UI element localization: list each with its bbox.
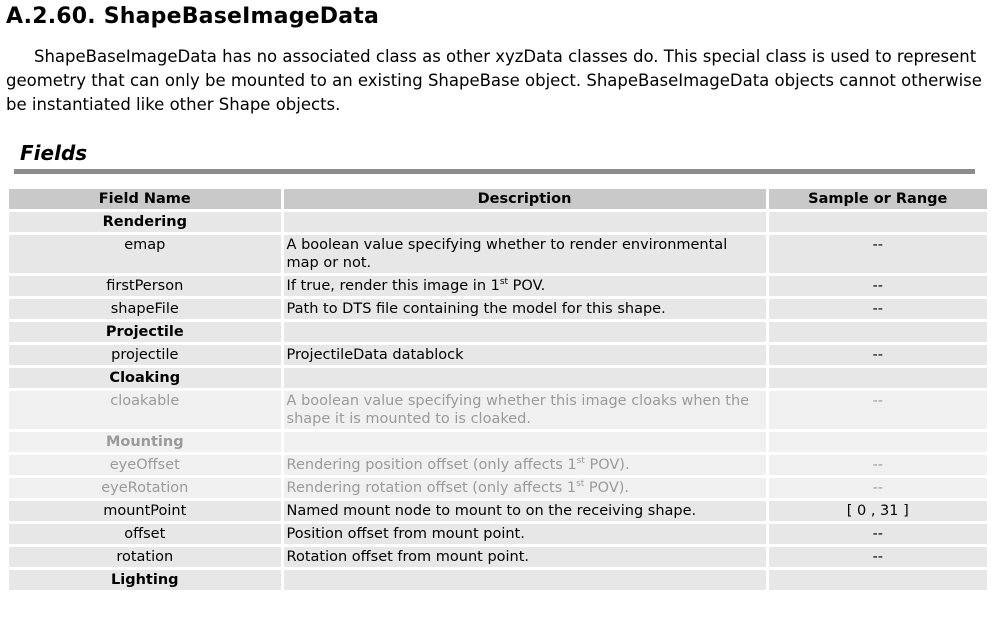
table-section-row	[9, 212, 987, 232]
description-text-end: POV.	[508, 278, 546, 294]
field-description: ProjectileData datablock	[284, 345, 766, 365]
ordinal-suffix: st	[576, 479, 585, 490]
field-name: cloakable	[9, 391, 281, 429]
description-text: Rendering rotation offset (only affects 1	[286, 480, 577, 496]
field-name: rotation	[9, 547, 281, 567]
intro-paragraph	[6, 45, 986, 117]
field-range: --	[769, 455, 987, 475]
table-body	[9, 212, 987, 590]
field-range	[769, 570, 987, 590]
section-name: Mounting	[9, 432, 281, 452]
field-name: eyeOffset	[9, 455, 281, 475]
ordinal-suffix: st	[576, 456, 585, 467]
table-row	[9, 345, 987, 365]
table-row	[9, 547, 987, 567]
section-name: Projectile	[9, 322, 281, 342]
field-range: --	[769, 345, 987, 365]
field-range: --	[769, 524, 987, 544]
field-description: Position offset from mount point.	[284, 524, 766, 544]
field-description	[284, 432, 766, 452]
field-range: --	[769, 478, 987, 498]
field-name: emap	[9, 235, 281, 273]
description-text-end: POV).	[584, 457, 630, 473]
table-row	[9, 276, 987, 296]
field-description	[284, 570, 766, 590]
section-name: Cloaking	[9, 368, 281, 388]
field-name: projectile	[9, 345, 281, 365]
table-row	[9, 235, 987, 273]
table-row	[9, 524, 987, 544]
field-description: Path to DTS file containing the model for this shape.	[284, 299, 766, 319]
description-text: If true, render this image in 1	[286, 278, 500, 294]
field-description: A boolean value specifying whether to render environmental map or not.	[284, 235, 766, 273]
field-description: Rotation offset from mount point.	[284, 547, 766, 567]
field-range: --	[769, 276, 987, 296]
field-range: --	[769, 235, 987, 273]
field-range	[769, 432, 987, 452]
section-name: Lighting	[9, 570, 281, 590]
table-section-row	[9, 368, 987, 388]
fields-table	[6, 186, 990, 593]
ordinal-suffix: st	[499, 277, 509, 288]
field-description	[284, 276, 766, 296]
field-description: Named mount node to mount to on the receiving shape.	[284, 501, 766, 521]
table-row	[9, 391, 987, 429]
field-name: firstPerson	[9, 276, 281, 296]
table-row	[9, 455, 987, 475]
table-section-row	[9, 570, 987, 590]
field-description	[284, 478, 766, 498]
field-range	[769, 212, 987, 232]
field-name: mountPoint	[9, 501, 281, 521]
table-row	[9, 299, 987, 319]
field-range	[769, 322, 987, 342]
field-range	[769, 368, 987, 388]
table-header-row	[9, 189, 987, 209]
fields-title: Fields	[20, 141, 88, 165]
field-name: shapeFile	[9, 299, 281, 319]
header-description: Description	[284, 189, 766, 209]
header-field-name: Field Name	[9, 189, 281, 209]
field-description	[284, 455, 766, 475]
field-range: --	[769, 547, 987, 567]
field-description: A boolean value specifying whether this image cloaks when the shape it is mounted to is cloaked.	[284, 391, 766, 429]
field-description	[284, 368, 766, 388]
header-sample-range: Sample or Range	[769, 189, 987, 209]
field-name: eyeRotation	[9, 478, 281, 498]
field-name: offset	[9, 524, 281, 544]
intro-text: ShapeBaseImageData has no associated class as other xyzData classes do. This special class is used to represent geometry that can only be mounted to an existing ShapeBase object. ShapeBaseImageData objects cannot otherwise be instantiated like other Shape objects.	[6, 47, 982, 114]
description-text: Rendering position offset (only affects 1	[286, 457, 577, 473]
table-row	[9, 478, 987, 498]
description-text-end: POV).	[584, 480, 630, 496]
field-range: --	[769, 299, 987, 319]
table-row	[9, 501, 987, 521]
table-section-row	[9, 322, 987, 342]
field-range: --	[769, 391, 987, 429]
section-name: Rendering	[9, 212, 281, 232]
field-description	[284, 322, 766, 342]
field-description	[284, 212, 766, 232]
field-range: [ 0 , 31 ]	[769, 501, 987, 521]
page-heading: A.2.60. ShapeBaseImageData	[6, 4, 380, 29]
table-section-row	[9, 432, 987, 452]
section-rule	[14, 169, 975, 174]
